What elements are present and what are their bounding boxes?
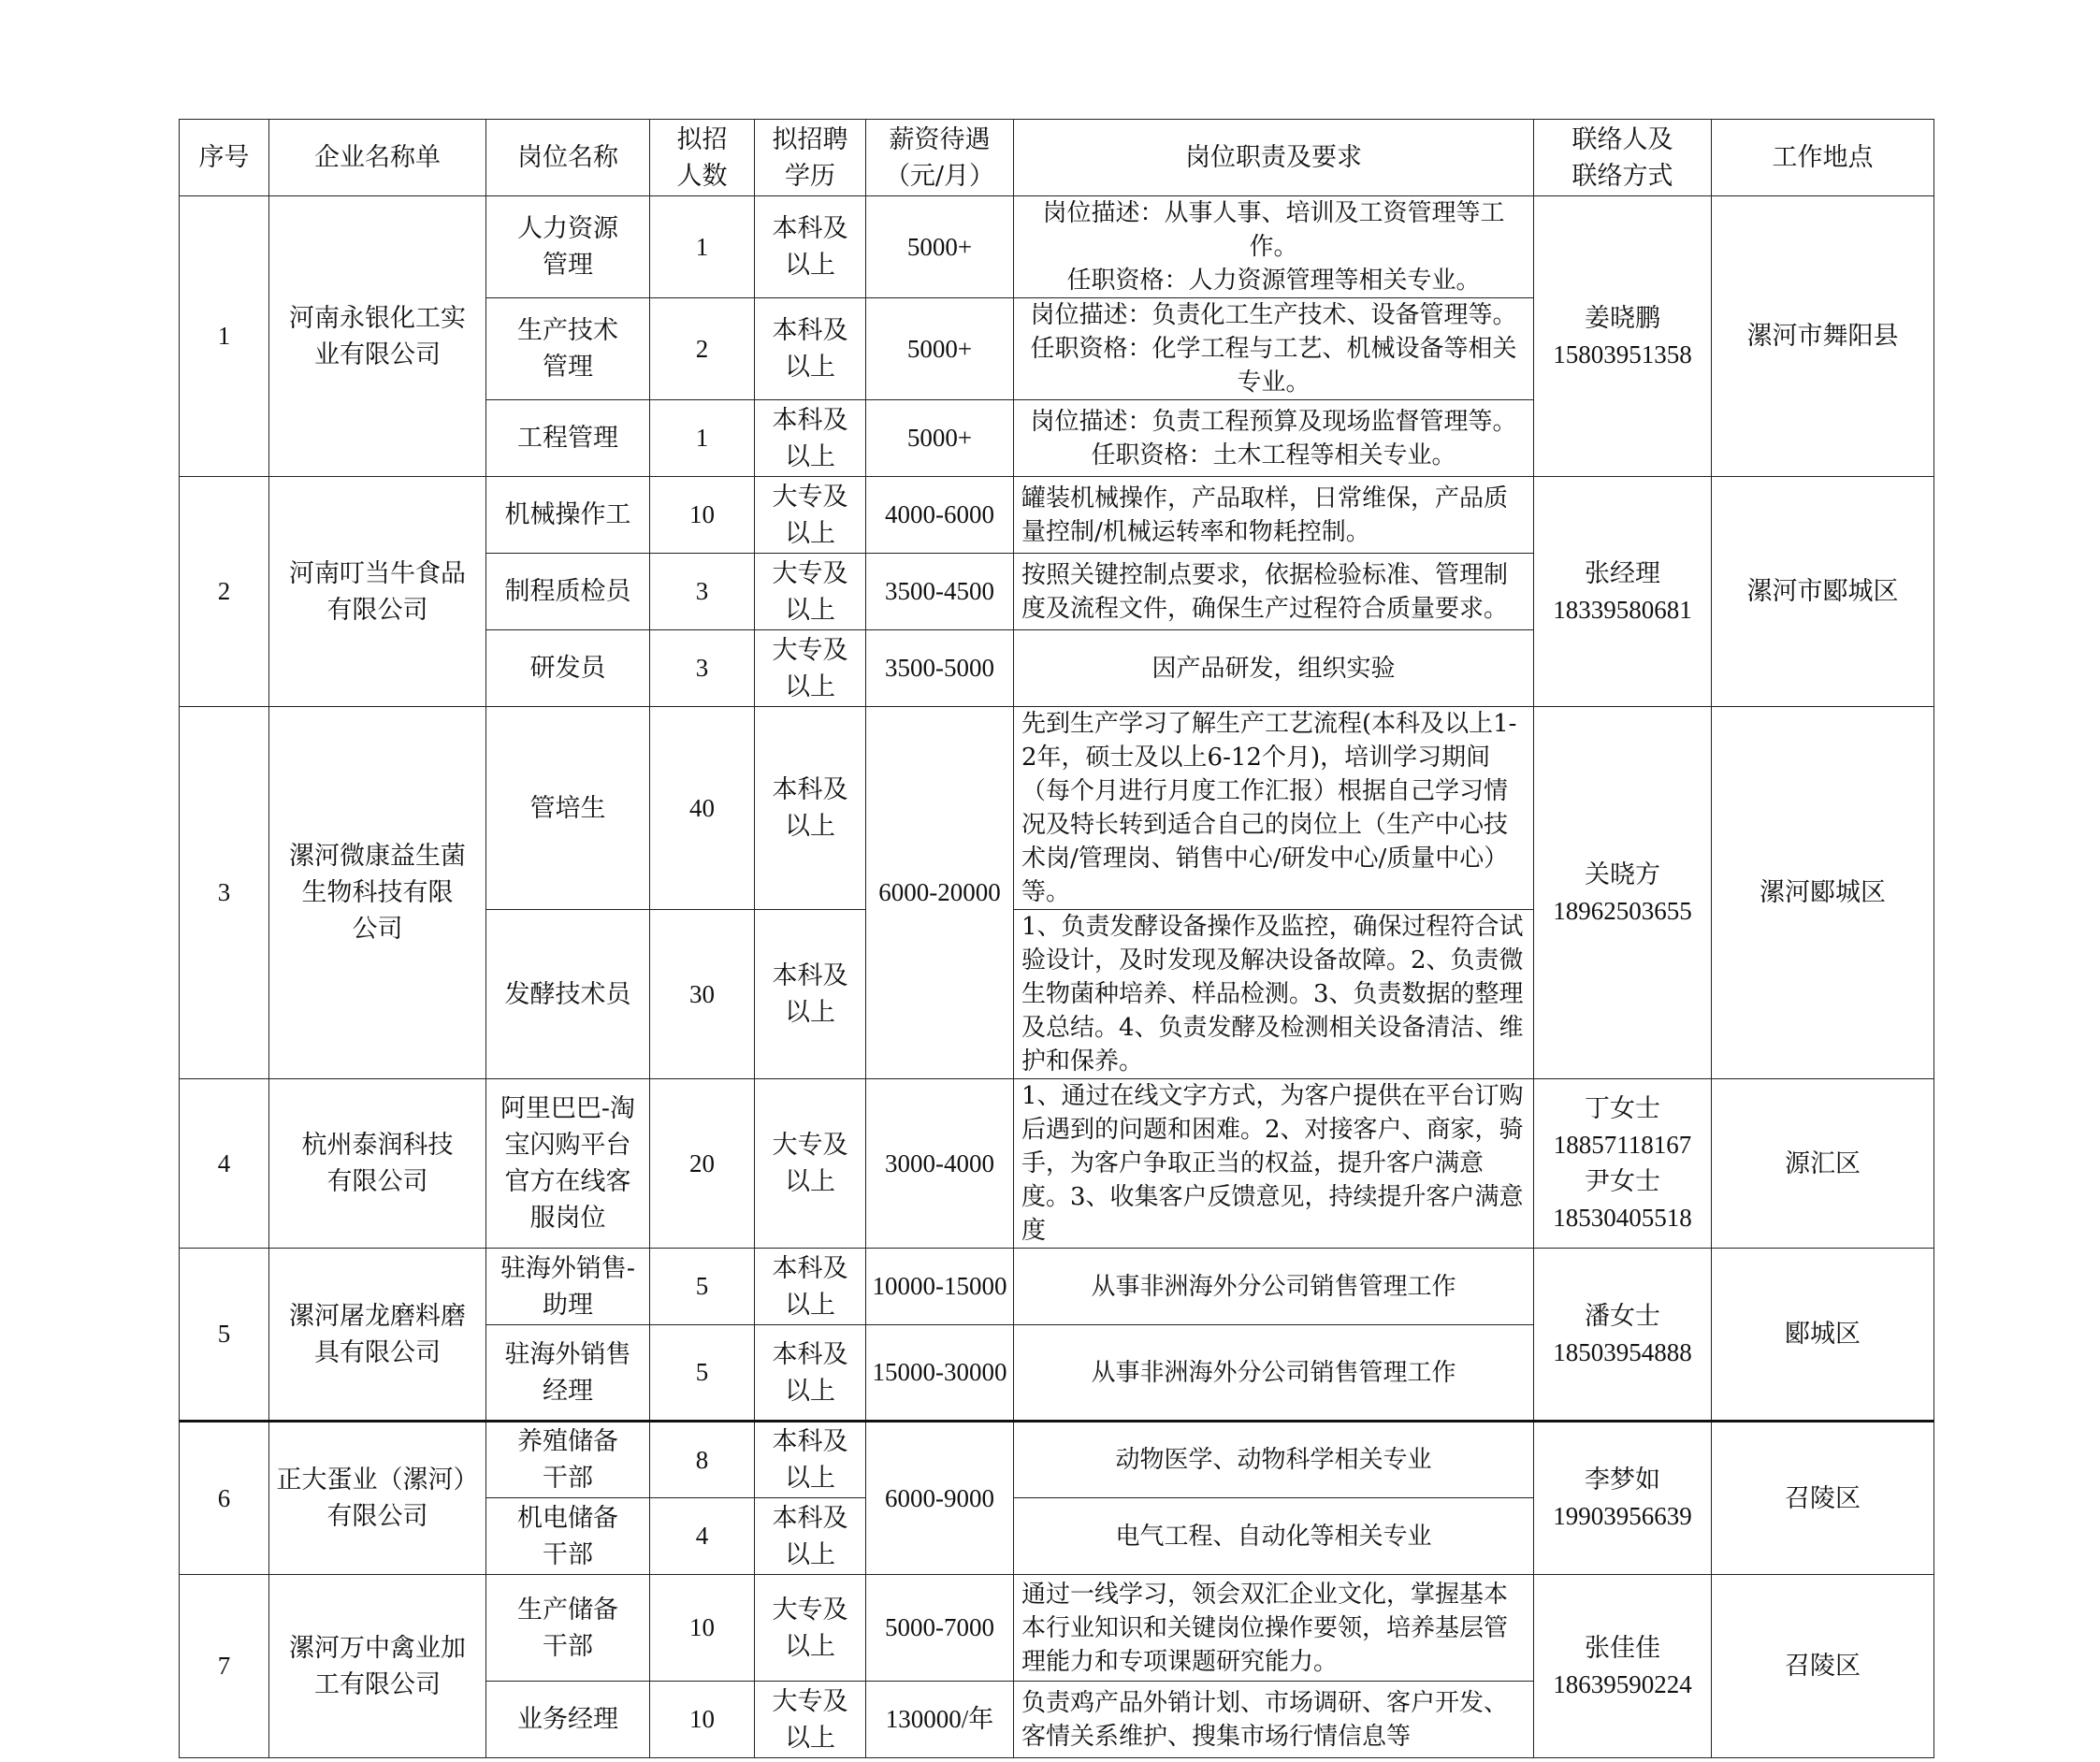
seq-cell: 4 (180, 1079, 269, 1249)
header-seq: 序号 (180, 120, 269, 196)
recruitment-table-sheet (179, 119, 1933, 1758)
position-cell: 机电储备 干部 (486, 1498, 650, 1575)
salary-cell: 5000+ (866, 298, 1014, 400)
contact-cell: 丁女士 18857118167 尹女士 18530405518 (1534, 1079, 1712, 1249)
salary-cell: 6000-20000 (866, 707, 1014, 1079)
duty-cell: 1、负责发酵设备操作及监控，确保过程符合试验设计，及时发现及解决设备故障。2、负责微生物菌种培养、样品检测。3、负责数据的整理及总结。4、负责发酵及检测相关设备清洁、维护和保养。 (1014, 910, 1534, 1079)
company-name-cell: 正大蛋业（漯河） 有限公司 (269, 1422, 486, 1575)
table-row (180, 707, 1934, 910)
salary-cell: 130000/年 (866, 1682, 1014, 1758)
table-row (180, 1249, 1934, 1325)
salary-cell: 5000+ (866, 196, 1014, 298)
header-location: 工作地点 (1712, 120, 1934, 196)
duty-cell: 按照关键控制点要求，依据检验标准、管理制度及流程文件，确保生产过程符合质量要求。 (1014, 554, 1534, 630)
education-cell: 大专及 以上 (755, 477, 866, 554)
salary-cell: 10000-15000 (866, 1249, 1014, 1325)
duty-cell: 因产品研发，组织实验 (1014, 630, 1534, 707)
salary-cell: 3500-4500 (866, 554, 1014, 630)
company-name-cell: 河南叮当牛食品 有限公司 (269, 477, 486, 707)
position-cell: 驻海外销售 经理 (486, 1325, 650, 1422)
company-name-cell: 漯河屠龙磨料磨 具有限公司 (269, 1249, 486, 1422)
education-cell: 本科及 以上 (755, 1249, 866, 1325)
table-row (180, 1079, 1934, 1249)
table-row (180, 477, 1934, 554)
contact-cell: 李梦如 19903956639 (1534, 1422, 1712, 1575)
salary-cell: 3000-4000 (866, 1079, 1014, 1249)
duty-cell: 岗位描述：负责工程预算及现场监督管理等。 任职资格：土木工程等相关专业。 (1014, 400, 1534, 477)
seq-cell: 7 (180, 1575, 269, 1758)
position-cell: 制程质检员 (486, 554, 650, 630)
education-cell: 本科及 以上 (755, 298, 866, 400)
salary-cell: 15000-30000 (866, 1325, 1014, 1422)
seq-cell: 5 (180, 1249, 269, 1422)
salary-cell: 5000-7000 (866, 1575, 1014, 1682)
position-cell: 人力资源 管理 (486, 196, 650, 298)
seq-cell: 1 (180, 196, 269, 477)
education-cell: 本科及 以上 (755, 910, 866, 1079)
header-row (180, 120, 1934, 196)
position-cell: 生产技术 管理 (486, 298, 650, 400)
location-cell: 召陵区 (1712, 1575, 1934, 1758)
count-cell: 30 (650, 910, 755, 1079)
position-cell: 业务经理 (486, 1682, 650, 1758)
header-education: 拟招聘 学历 (755, 120, 866, 196)
table-row (180, 1422, 1934, 1498)
seq-cell: 3 (180, 707, 269, 1079)
header-count: 拟招 人数 (650, 120, 755, 196)
education-cell: 本科及 以上 (755, 400, 866, 477)
count-cell: 4 (650, 1498, 755, 1575)
contact-cell: 张经理 18339580681 (1534, 477, 1712, 707)
table-row (180, 1575, 1934, 1682)
education-cell: 本科及 以上 (755, 1498, 866, 1575)
education-cell: 大专及 以上 (755, 630, 866, 707)
count-cell: 10 (650, 1682, 755, 1758)
duty-cell: 动物医学、动物科学相关专业 (1014, 1422, 1534, 1498)
company-name-cell: 杭州泰润科技 有限公司 (269, 1079, 486, 1249)
salary-cell: 3500-5000 (866, 630, 1014, 707)
salary-cell: 5000+ (866, 400, 1014, 477)
location-cell: 漯河郾城区 (1712, 707, 1934, 1079)
position-cell: 阿里巴巴-淘 宝闪购平台 官方在线客 服岗位 (486, 1079, 650, 1249)
position-cell: 机械操作工 (486, 477, 650, 554)
count-cell: 10 (650, 477, 755, 554)
education-cell: 大专及 以上 (755, 1575, 866, 1682)
position-cell: 管培生 (486, 707, 650, 910)
education-cell: 本科及 以上 (755, 196, 866, 298)
company-name-cell: 漯河微康益生菌 生物科技有限 公司 (269, 707, 486, 1079)
education-cell: 本科及 以上 (755, 1422, 866, 1498)
duty-cell: 从事非洲海外分公司销售管理工作 (1014, 1249, 1534, 1325)
count-cell: 3 (650, 554, 755, 630)
position-cell: 生产储备 干部 (486, 1575, 650, 1682)
duty-cell: 电气工程、自动化等相关专业 (1014, 1498, 1534, 1575)
company-name-cell: 漯河万中禽业加 工有限公司 (269, 1575, 486, 1758)
recruitment-table (179, 119, 1934, 1758)
duty-cell: 罐装机械操作，产品取样，日常维保，产品质量控制/机械运转率和物耗控制。 (1014, 477, 1534, 554)
location-cell: 漯河市舞阳县 (1712, 196, 1934, 477)
count-cell: 2 (650, 298, 755, 400)
count-cell: 20 (650, 1079, 755, 1249)
count-cell: 8 (650, 1422, 755, 1498)
count-cell: 5 (650, 1249, 755, 1325)
header-contact: 联络人及 联络方式 (1534, 120, 1712, 196)
location-cell: 召陵区 (1712, 1422, 1934, 1575)
contact-cell: 潘女士 18503954888 (1534, 1249, 1712, 1422)
count-cell: 3 (650, 630, 755, 707)
count-cell: 40 (650, 707, 755, 910)
count-cell: 1 (650, 400, 755, 477)
location-cell: 漯河市郾城区 (1712, 477, 1934, 707)
salary-cell: 4000-6000 (866, 477, 1014, 554)
company-name-cell: 河南永银化工实 业有限公司 (269, 196, 486, 477)
count-cell: 1 (650, 196, 755, 298)
header-duty: 岗位职责及要求 (1014, 120, 1534, 196)
count-cell: 10 (650, 1575, 755, 1682)
seq-cell: 2 (180, 477, 269, 707)
location-cell: 源汇区 (1712, 1079, 1934, 1249)
count-cell: 5 (650, 1325, 755, 1422)
education-cell: 本科及 以上 (755, 1325, 866, 1422)
duty-cell: 负责鸡产品外销计划、市场调研、客户开发、客情关系维护、搜集市场行情信息等 (1014, 1682, 1534, 1758)
position-cell: 工程管理 (486, 400, 650, 477)
position-cell: 研发员 (486, 630, 650, 707)
header-position: 岗位名称 (486, 120, 650, 196)
position-cell: 养殖储备 干部 (486, 1422, 650, 1498)
contact-cell: 关晓方 18962503655 (1534, 707, 1712, 1079)
position-cell: 驻海外销售- 助理 (486, 1249, 650, 1325)
education-cell: 大专及 以上 (755, 1079, 866, 1249)
education-cell: 大专及 以上 (755, 554, 866, 630)
duty-cell: 1、通过在线文字方式，为客户提供在平台订购后遇到的问题和困难。2、对接客户、商家，骑手，为客户争取正当的权益，提升客户满意度。3、收集客户反馈意见，持续提升客户满意度 (1014, 1079, 1534, 1249)
education-cell: 大专及 以上 (755, 1682, 866, 1758)
duty-cell: 先到生产学习了解生产工艺流程(本科及以上1-2年，硕士及以上6-12个月)，培训学习期间（每个月进行月度工作汇报）根据自己学习情况及特长转到适合自己的岗位上（生产中心技术岗/管理岗、销售中心/研发中心/质量中心）等。 (1014, 707, 1534, 910)
duty-cell: 通过一线学习，领会双汇企业文化，掌握基本本行业知识和关键岗位操作要领，培养基层管理能力和专项课题研究能力。 (1014, 1575, 1534, 1682)
duty-cell: 岗位描述：从事人事、培训及工资管理等工作。 任职资格：人力资源管理等相关专业。 (1014, 196, 1534, 298)
table-row (180, 196, 1934, 298)
position-cell: 发酵技术员 (486, 910, 650, 1079)
duty-cell: 岗位描述：负责化工生产技术、设备管理等。 任职资格：化学工程与工艺、机械设备等相关专业。 (1014, 298, 1534, 400)
education-cell: 本科及 以上 (755, 707, 866, 910)
duty-cell: 从事非洲海外分公司销售管理工作 (1014, 1325, 1534, 1422)
seq-cell: 6 (180, 1422, 269, 1575)
header-salary: 薪资待遇 （元/月） (866, 120, 1014, 196)
header-company: 企业名称单 (269, 120, 486, 196)
location-cell: 郾城区 (1712, 1249, 1934, 1422)
contact-cell: 姜晓鹏 15803951358 (1534, 196, 1712, 477)
salary-cell: 6000-9000 (866, 1422, 1014, 1575)
contact-cell: 张佳佳 18639590224 (1534, 1575, 1712, 1758)
